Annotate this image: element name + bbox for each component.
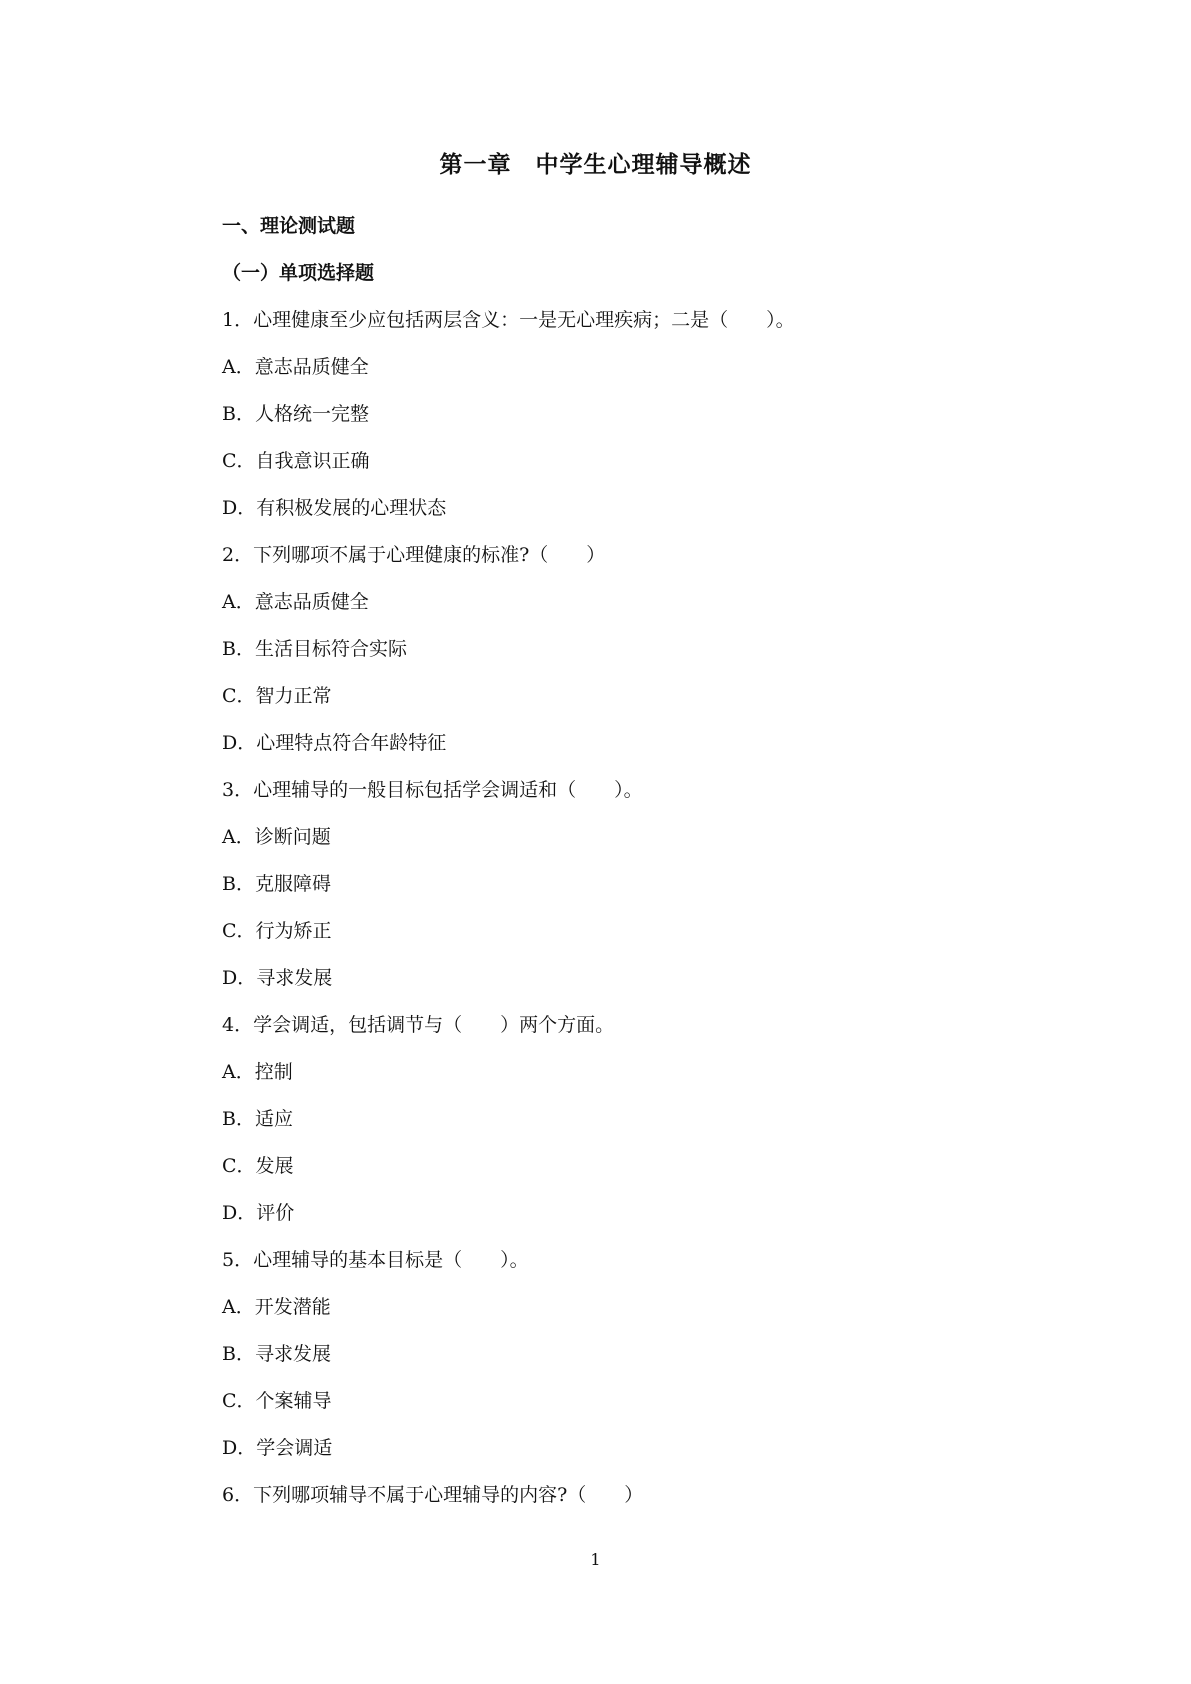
question-3: 3．心理辅导的一般目标包括学会调适和（ ）。 bbox=[222, 779, 643, 801]
document-content bbox=[222, 214, 982, 1530]
question-5: 5．心理辅导的基本目标是（ ）。 bbox=[222, 1249, 529, 1271]
question-4-option-a: A．控制 bbox=[222, 1061, 293, 1083]
question-3-option-c: C．行为矫正 bbox=[222, 920, 332, 942]
question-4-option-c: C．发展 bbox=[222, 1155, 294, 1177]
question-1-option-a: A．意志品质健全 bbox=[222, 356, 369, 378]
question-3-option-b: B．克服障碍 bbox=[222, 873, 331, 895]
page-number: 1 bbox=[590, 1550, 601, 1569]
question-2-option-a: A．意志品质健全 bbox=[222, 591, 369, 613]
question-2-option-c: C．智力正常 bbox=[222, 685, 332, 707]
question-1-option-d: D．有积极发展的心理状态 bbox=[222, 497, 447, 519]
question-5-option-d: D．学会调适 bbox=[222, 1437, 333, 1459]
question-4-option-d: D．评价 bbox=[222, 1202, 295, 1224]
question-3-option-a: A．诊断问题 bbox=[222, 826, 331, 848]
question-2: 2．下列哪项不属于心理健康的标准?（ ） bbox=[222, 544, 606, 566]
question-5-option-c: C．个案辅导 bbox=[222, 1390, 332, 1412]
question-4-option-b: B．适应 bbox=[222, 1108, 293, 1130]
question-6: 6．下列哪项辅导不属于心理辅导的内容?（ ） bbox=[222, 1484, 644, 1506]
question-5-option-a: A．开发潜能 bbox=[222, 1296, 331, 1318]
question-4: 4．学会调适，包括调节与（ ）两个方面。 bbox=[222, 1014, 615, 1036]
question-1-option-c: C．自我意识正确 bbox=[222, 450, 370, 472]
chapter-title: 第一章 中学生心理辅导概述 bbox=[439, 152, 752, 178]
question-2-option-d: D．心理特点符合年龄特征 bbox=[222, 732, 447, 754]
question-2-option-b: B．生活目标符合实际 bbox=[222, 638, 407, 660]
question-1-option-b: B．人格统一完整 bbox=[222, 403, 369, 425]
question-5-option-b: B．寻求发展 bbox=[222, 1343, 331, 1365]
section-heading: 一、理论测试题 bbox=[222, 215, 356, 237]
question-1: 1．心理健康至少应包括两层含义：一是无心理疾病；二是（ ）。 bbox=[222, 309, 795, 331]
sub-heading: （一）单项选择题 bbox=[222, 262, 375, 284]
question-3-option-d: D．寻求发展 bbox=[222, 967, 333, 989]
